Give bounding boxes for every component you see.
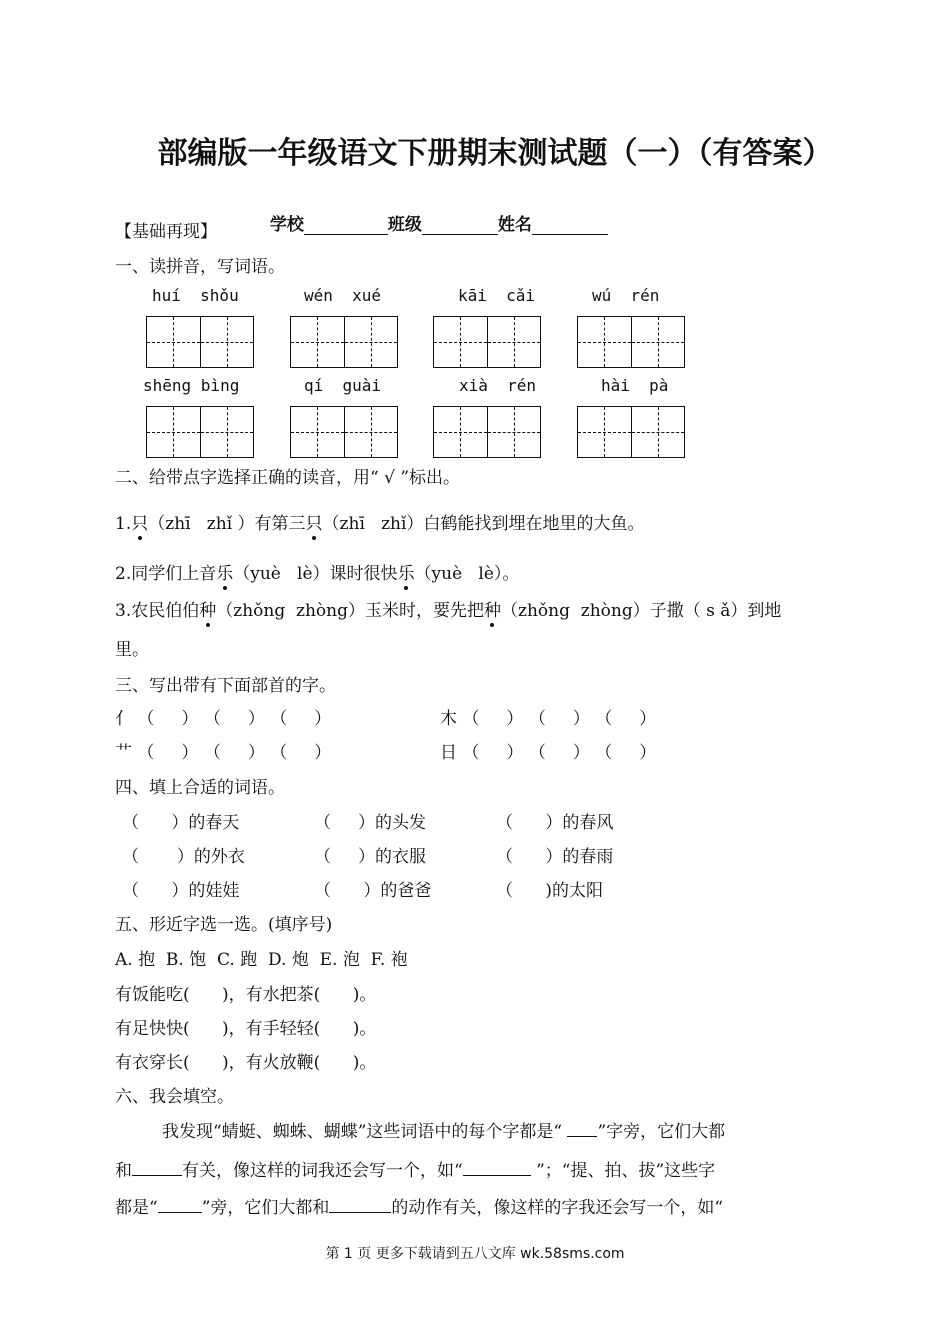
q4-item: （ ）的外衣 [122,847,245,867]
q1-heading: 一、读拼音，写词语。 [115,257,285,277]
q5-line: 有衣穿长( )，有火放鞭( )。 [115,1053,377,1073]
writing-grid[interactable] [577,406,685,458]
dotted-char: 只 [131,514,149,534]
q6-paragraph-2: 和 有关，像这样的词我还会写一个，如“ ”；“提、拍、拔”这些字 [115,1161,716,1181]
section-header: 【基础再现】 [115,222,217,242]
dotted-char: 只 [305,514,323,534]
q4-item: （ ）的春雨 [496,847,614,867]
pinyin-7: xià rén [459,376,537,395]
name-label: 姓名 [497,215,532,235]
q4-item: （ ）的娃娃 [122,881,240,901]
fill-blank[interactable] [329,1198,391,1213]
page-footer: 第 1 页 更多下载请到五八文库 wk.58sms.com [325,1246,625,1262]
fill-blank[interactable] [567,1122,597,1137]
dotted-char: 种 [483,601,501,621]
school-blank[interactable] [304,216,388,235]
q5-heading: 五、形近字选一选。(填序号) [115,915,333,935]
fill-blank[interactable] [132,1161,182,1176]
pinyin-5: shēng bìng [143,376,240,395]
q5-line: 有足快快( )，有手轻轻( )。 [115,1019,377,1039]
q3-row2-right: 日 （ ） （ ） （ ） [440,743,657,763]
q2-line-2: 2.同学们上音乐（yuè lè）课时很快乐（yuè lè）。 [115,564,520,584]
student-info [258,190,608,235]
q6-paragraph-1: 我发现“蜻蜓、蜘蛛、蝴蝶”这些词语中的每个字都是“ ”字旁，它们大都 [162,1122,726,1142]
q2-line-1: 1.只（zhī zhǐ ）有第三只（zhī zhǐ）白鹤能找到埋在地里的大鱼。 [115,514,645,534]
fill-blank[interactable] [463,1161,531,1176]
writing-grid[interactable] [433,406,541,458]
q6-paragraph-3: 都是“ ”旁，它们大都和 的动作有关，像这样的字我还会写一个，如“ [115,1198,724,1218]
q3-row1-right: 木 （ ） （ ） （ ） [440,709,657,729]
q4-item: （ ）的春天 [122,813,240,833]
fill-blank[interactable] [158,1198,202,1213]
pinyin-4: wú rén [592,286,660,305]
writing-grid[interactable] [577,316,685,368]
q4-item: （ ）的头发 [314,813,427,833]
q3-heading: 三、写出带有下面部首的字。 [115,676,336,696]
q3-row1-left: 亻 （ ） （ ） （ ） [115,709,332,729]
pinyin-1: huí shǒu [152,286,239,305]
class-label: 班级 [387,215,422,235]
q2-heading: 二、给带点字选择正确的读音，用“ √ ”标出。 [115,468,461,488]
dotted-char: 种 [199,601,217,621]
q2-line-3: 3.农民伯伯种（zhǒng zhòng）玉米时，要先把种（zhǒng zhòng）子撒（ s ǎ）到地 [115,601,782,621]
q6-heading: 六、我会填空。 [115,1087,234,1107]
writing-grid[interactable] [146,316,254,368]
name-blank[interactable] [532,216,608,235]
q4-item: （ ）的爸爸 [314,881,432,901]
page-title: 部编版一年级语文下册期末测试题（一）（有答案） [157,136,833,171]
pinyin-8: hài pà [601,376,669,395]
writing-grid[interactable] [290,316,398,368]
q5-line: 有饭能吃( )，有水把茶( )。 [115,985,377,1005]
pinyin-2: wén xué [304,286,382,305]
q4-item: （ )的太阳 [496,881,604,901]
class-blank[interactable] [422,216,498,235]
writing-grid[interactable] [146,406,254,458]
pinyin-3: kāi cǎi [458,286,536,305]
pinyin-6: qí guài [304,376,382,395]
q5-options: A. 抱 B. 饱 C. 跑 D. 炮 E. 泡 F. 袍 [115,950,408,970]
writing-grid[interactable] [433,316,541,368]
q4-item: （ ）的衣服 [314,847,427,867]
school-label: 学校 [269,215,304,235]
q3-row2-left: 艹 （ ） （ ） （ ） [115,743,332,763]
dotted-char: 乐 [216,564,234,584]
dotted-char: 乐 [397,564,415,584]
q2-line-3b: 里。 [115,640,149,660]
q4-item: （ ）的春风 [496,813,614,833]
q4-heading: 四、填上合适的词语。 [115,778,285,798]
writing-grid[interactable] [290,406,398,458]
